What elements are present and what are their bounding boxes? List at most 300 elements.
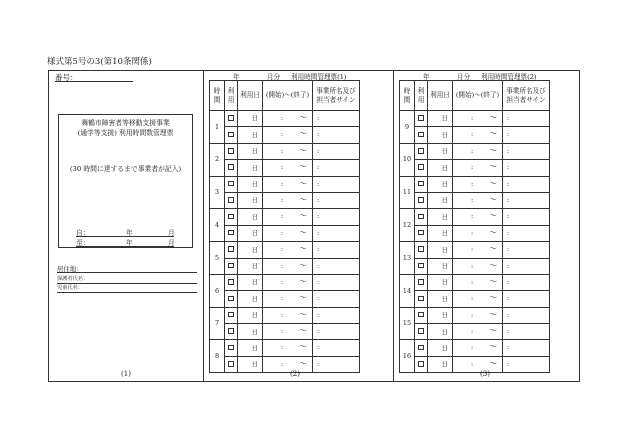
use-checkbox[interactable]: [228, 115, 234, 121]
use-checkbox-cell: [415, 209, 428, 225]
end-colon: :: [317, 179, 320, 188]
date-field[interactable]: 日: [428, 356, 453, 372]
signature-field[interactable]: [503, 111, 550, 127]
time-separator: ～: [489, 194, 497, 204]
use-checkbox-cell: [415, 307, 428, 323]
guardian-name-field[interactable]: 保護者氏名：: [57, 275, 197, 284]
period-from-label: 自：: [76, 229, 90, 237]
date-field[interactable]: 日: [238, 340, 263, 356]
use-checkbox[interactable]: [228, 132, 234, 138]
period-from-year: 年: [126, 229, 133, 237]
col-header-date: 利用日: [238, 81, 263, 111]
table-header-row: [400, 81, 550, 111]
time-range-field[interactable]: [453, 143, 510, 159]
time-separator: ～: [489, 276, 497, 286]
use-checkbox[interactable]: [418, 214, 424, 220]
time-separator: ～: [489, 211, 497, 221]
time-range-field[interactable]: [263, 274, 320, 290]
management-title-line1: 舞鶴市障害者等移動支援事業: [81, 119, 170, 127]
use-checkbox-cell: [225, 291, 238, 307]
use-checkbox-cell: [415, 274, 428, 290]
use-checkbox[interactable]: [418, 345, 424, 351]
use-checkbox-cell: [225, 356, 238, 372]
start-colon: :: [281, 130, 284, 139]
date-field[interactable]: 日: [238, 242, 263, 258]
hour-number: 2: [210, 143, 225, 176]
use-checkbox[interactable]: [228, 246, 234, 252]
date-field[interactable]: 日: [238, 324, 263, 340]
signature-field[interactable]: [503, 127, 550, 143]
date-field[interactable]: 日: [428, 307, 453, 323]
end-colon: :: [507, 277, 510, 286]
use-checkbox[interactable]: [418, 230, 424, 236]
time-separator: ～: [299, 358, 307, 368]
panel-number-1: (1): [121, 370, 131, 378]
start-colon: :: [471, 130, 474, 139]
child-name-field[interactable]: 児童氏名：: [57, 284, 197, 293]
date-field[interactable]: 日: [238, 356, 263, 372]
start-colon: :: [281, 212, 284, 221]
table-row: [400, 225, 550, 241]
end-colon: :: [317, 277, 320, 286]
hour-number: 6: [210, 274, 225, 307]
use-checkbox-cell: [225, 307, 238, 323]
time-separator: ～: [489, 342, 497, 352]
use-checkbox-cell: [225, 225, 238, 241]
time-separator: ～: [299, 276, 307, 286]
time-range-field[interactable]: [453, 127, 510, 143]
time-separator: ～: [299, 260, 307, 270]
end-colon: :: [507, 359, 510, 368]
signature-field[interactable]: [313, 143, 360, 159]
signature-field[interactable]: [313, 258, 360, 274]
date-field[interactable]: 日: [428, 340, 453, 356]
date-field[interactable]: 日: [428, 274, 453, 290]
use-checkbox-cell: [225, 340, 238, 356]
use-checkbox[interactable]: [418, 148, 424, 154]
hour-number: 3: [210, 176, 225, 209]
end-colon: :: [317, 163, 320, 172]
date-field[interactable]: 日: [428, 143, 453, 159]
hour-number: 5: [210, 242, 225, 275]
date-field[interactable]: 日: [238, 307, 263, 323]
table-row: [210, 340, 360, 356]
start-colon: :: [281, 114, 284, 122]
date-field[interactable]: 日: [238, 192, 263, 208]
start-colon: :: [471, 245, 474, 254]
panel-number-3: (3): [480, 370, 490, 378]
start-colon: :: [281, 359, 284, 368]
table-row: [400, 111, 550, 127]
start-colon: :: [281, 327, 284, 336]
signature-field[interactable]: [503, 291, 550, 307]
time-range-field[interactable]: [263, 143, 320, 159]
table-row: [210, 143, 360, 159]
use-checkbox-cell: [225, 160, 238, 176]
period-to-field[interactable]: [76, 238, 174, 247]
signature-field[interactable]: [313, 209, 360, 225]
table-row: [400, 192, 550, 208]
hour-number: 14: [400, 274, 415, 307]
col-header-sign: 事業所名及び 担当者サイン: [313, 81, 360, 111]
end-colon: :: [317, 261, 320, 270]
signature-field[interactable]: [313, 340, 360, 356]
table-row: [400, 274, 550, 290]
time-separator: ～: [489, 113, 497, 122]
table-row: [210, 127, 360, 143]
time-range-field[interactable]: [453, 307, 510, 323]
use-checkbox-cell: [225, 192, 238, 208]
col-header-start-end: (開始)～(終了): [453, 81, 503, 111]
time-separator: ～: [299, 326, 307, 336]
date-field[interactable]: 日: [428, 324, 453, 340]
use-checkbox-cell: [415, 324, 428, 340]
start-colon: :: [471, 212, 474, 221]
end-colon: :: [507, 343, 510, 352]
form-title: 様式第5号の3(第10条関係): [47, 57, 152, 67]
hour-number: 15: [400, 307, 415, 340]
use-checkbox-cell: [415, 127, 428, 143]
use-checkbox-cell: [225, 176, 238, 192]
signature-field[interactable]: [503, 258, 550, 274]
management-note: (30 時間に達するまで事業者が記入): [69, 165, 182, 173]
col-header-time: 時 間: [400, 81, 415, 111]
use-checkbox-cell: [225, 274, 238, 290]
time-range-field[interactable]: [453, 225, 510, 241]
time-separator: ～: [489, 326, 497, 336]
time-range-field[interactable]: [453, 242, 510, 258]
time-range-field[interactable]: [263, 111, 320, 127]
end-colon: :: [317, 130, 320, 139]
use-checkbox[interactable]: [228, 312, 234, 318]
use-checkbox[interactable]: [418, 164, 424, 170]
start-colon: :: [281, 294, 284, 303]
period-from-field[interactable]: [76, 228, 174, 237]
usage-record-table: [399, 80, 550, 373]
table-row: [210, 291, 360, 307]
col-header-sign: 事業所名及び 担当者サイン: [503, 81, 550, 111]
table-row: [210, 176, 360, 192]
hour-number: 4: [210, 209, 225, 242]
date-field[interactable]: 日: [428, 291, 453, 307]
signature-field[interactable]: [313, 160, 360, 176]
table-row: [210, 242, 360, 258]
table-row: [210, 160, 360, 176]
start-colon: :: [471, 163, 474, 172]
table-row: [400, 340, 550, 356]
time-range-field[interactable]: [263, 127, 320, 143]
date-field[interactable]: 日: [428, 176, 453, 192]
use-checkbox-cell: [225, 258, 238, 274]
signature-field[interactable]: [503, 307, 550, 323]
use-checkbox[interactable]: [228, 263, 234, 269]
use-checkbox-cell: [415, 192, 428, 208]
use-checkbox[interactable]: [228, 328, 234, 334]
time-range-field[interactable]: [263, 307, 320, 323]
end-colon: :: [317, 228, 320, 237]
date-field[interactable]: 日: [238, 258, 263, 274]
table-header-line: [397, 71, 574, 80]
time-range-field[interactable]: [453, 209, 510, 225]
table-row: [400, 176, 550, 192]
use-checkbox-cell: [415, 143, 428, 159]
use-checkbox[interactable]: [228, 181, 234, 187]
use-checkbox[interactable]: [418, 132, 424, 138]
table-year-label: 年: [423, 73, 430, 81]
table-row: [210, 111, 360, 127]
table-row: [400, 160, 550, 176]
end-colon: :: [317, 343, 320, 352]
time-range-field[interactable]: [263, 242, 320, 258]
date-field[interactable]: 日: [238, 225, 263, 241]
time-range-field[interactable]: [263, 340, 320, 356]
end-colon: :: [317, 327, 320, 336]
hour-number: 11: [400, 176, 415, 209]
time-range-field[interactable]: [263, 258, 320, 274]
time-range-field[interactable]: [453, 111, 510, 127]
number-field[interactable]: 番号：: [55, 72, 133, 82]
hour-number: 7: [210, 307, 225, 340]
table-row: [400, 127, 550, 143]
hour-number: 10: [400, 143, 415, 176]
table-month-label: 月分: [267, 73, 281, 81]
start-colon: :: [281, 163, 284, 172]
usage-table-2: [397, 70, 574, 382]
start-colon: :: [281, 310, 284, 319]
start-colon: :: [281, 277, 284, 286]
use-checkbox[interactable]: [418, 181, 424, 187]
signature-field[interactable]: [503, 356, 550, 372]
table-row: [400, 307, 550, 323]
use-checkbox[interactable]: [228, 164, 234, 170]
time-range-field[interactable]: [263, 209, 320, 225]
signature-field[interactable]: [313, 176, 360, 192]
signature-field[interactable]: [313, 274, 360, 290]
time-range-field[interactable]: [263, 160, 320, 176]
col-header-use: 利 用: [415, 81, 428, 111]
start-colon: :: [471, 146, 474, 155]
use-checkbox[interactable]: [228, 214, 234, 220]
time-range-field[interactable]: [263, 225, 320, 241]
date-field[interactable]: 日: [238, 176, 263, 192]
date-field[interactable]: 日: [238, 274, 263, 290]
col-header-date: 利用日: [428, 81, 453, 111]
date-field[interactable]: 日: [238, 143, 263, 159]
use-checkbox-cell: [225, 242, 238, 258]
table-row: [210, 258, 360, 274]
signature-field[interactable]: [313, 356, 360, 372]
use-checkbox[interactable]: [418, 197, 424, 203]
table-header-line: [207, 71, 384, 80]
end-colon: :: [507, 327, 510, 336]
end-colon: :: [507, 212, 510, 221]
use-checkbox[interactable]: [418, 361, 424, 367]
time-separator: ～: [299, 194, 307, 204]
signature-field[interactable]: [313, 242, 360, 258]
end-colon: :: [317, 212, 320, 221]
signature-field[interactable]: [503, 274, 550, 290]
end-colon: :: [507, 130, 510, 139]
use-checkbox[interactable]: [228, 148, 234, 154]
management-title-line2: (通学等支援) 利用時間数管理票: [77, 129, 174, 137]
period-to-year: 年: [126, 239, 133, 247]
use-checkbox-cell: [415, 225, 428, 241]
time-separator: ～: [489, 129, 497, 139]
use-checkbox[interactable]: [418, 296, 424, 302]
table-year-label: 年: [233, 73, 240, 81]
date-field[interactable]: 日: [428, 242, 453, 258]
hour-number: 9: [400, 111, 415, 144]
signature-field[interactable]: [503, 192, 550, 208]
signature-field[interactable]: [503, 176, 550, 192]
use-checkbox[interactable]: [418, 279, 424, 285]
use-checkbox[interactable]: [418, 246, 424, 252]
use-checkbox-cell: [415, 242, 428, 258]
start-colon: :: [471, 114, 474, 122]
time-separator: ～: [489, 309, 497, 319]
signature-field[interactable]: [313, 307, 360, 323]
start-colon: :: [281, 343, 284, 352]
table-row: [210, 192, 360, 208]
signature-field[interactable]: [313, 225, 360, 241]
signature-field[interactable]: [503, 324, 550, 340]
end-colon: :: [507, 179, 510, 188]
end-colon: :: [317, 146, 320, 155]
time-separator: ～: [299, 342, 307, 352]
table-row: [400, 143, 550, 159]
use-checkbox[interactable]: [418, 263, 424, 269]
time-range-field[interactable]: [263, 324, 320, 340]
date-field[interactable]: 日: [428, 192, 453, 208]
time-range-field[interactable]: [453, 160, 510, 176]
start-colon: :: [471, 359, 474, 368]
use-checkbox[interactable]: [228, 361, 234, 367]
start-colon: :: [281, 195, 284, 204]
start-colon: :: [471, 343, 474, 352]
use-checkbox-cell: [225, 143, 238, 159]
end-colon: :: [507, 228, 510, 237]
period-to-label: 至：: [76, 239, 90, 247]
end-colon: :: [317, 294, 320, 303]
time-range-field[interactable]: [453, 274, 510, 290]
date-field[interactable]: 日: [428, 160, 453, 176]
time-separator: ～: [489, 358, 497, 368]
date-field[interactable]: 日: [428, 111, 453, 127]
time-range-field[interactable]: [263, 291, 320, 307]
time-separator: ～: [299, 211, 307, 221]
col-header-use: 利 用: [225, 81, 238, 111]
table-row: [210, 307, 360, 323]
end-colon: :: [507, 163, 510, 172]
date-field[interactable]: 日: [238, 291, 263, 307]
table-row: [400, 324, 550, 340]
date-field[interactable]: 日: [238, 127, 263, 143]
signature-field[interactable]: [313, 127, 360, 143]
time-separator: ～: [299, 227, 307, 237]
end-colon: :: [317, 359, 320, 368]
time-separator: ～: [489, 145, 497, 155]
signature-field[interactable]: [503, 242, 550, 258]
signature-field[interactable]: [313, 192, 360, 208]
time-separator: ～: [299, 178, 307, 188]
time-separator: ～: [299, 309, 307, 319]
start-colon: :: [281, 146, 284, 155]
signature-field[interactable]: [503, 340, 550, 356]
signature-field[interactable]: [313, 324, 360, 340]
use-checkbox[interactable]: [228, 345, 234, 351]
table-header-row: [210, 81, 360, 111]
use-checkbox-cell: [225, 324, 238, 340]
hour-number: 12: [400, 209, 415, 242]
use-checkbox[interactable]: [418, 312, 424, 318]
start-colon: :: [281, 179, 284, 188]
time-range-field[interactable]: [263, 192, 320, 208]
signature-field[interactable]: [313, 111, 360, 127]
table-row: [400, 258, 550, 274]
end-colon: :: [317, 195, 320, 204]
time-range-field[interactable]: [453, 258, 510, 274]
end-colon: :: [507, 245, 510, 254]
end-colon: :: [507, 114, 510, 122]
start-colon: :: [281, 261, 284, 270]
date-field[interactable]: 日: [238, 209, 263, 225]
signature-field[interactable]: [313, 291, 360, 307]
time-range-field[interactable]: [453, 324, 510, 340]
date-field[interactable]: 日: [428, 225, 453, 241]
time-separator: ～: [299, 145, 307, 155]
time-separator: ～: [299, 244, 307, 254]
use-checkbox[interactable]: [228, 296, 234, 302]
signature-field[interactable]: [503, 143, 550, 159]
time-separator: ～: [299, 113, 307, 122]
end-colon: :: [507, 310, 510, 319]
end-colon: :: [507, 146, 510, 155]
address-field[interactable]: 居住地：: [57, 264, 197, 273]
use-checkbox[interactable]: [418, 328, 424, 334]
start-colon: :: [471, 277, 474, 286]
end-colon: :: [507, 195, 510, 204]
date-field[interactable]: 日: [428, 209, 453, 225]
signature-field[interactable]: [503, 160, 550, 176]
time-range-field[interactable]: [453, 291, 510, 307]
use-checkbox[interactable]: [228, 230, 234, 236]
time-range-field[interactable]: [453, 192, 510, 208]
start-colon: :: [471, 294, 474, 303]
table-row: [400, 242, 550, 258]
use-checkbox[interactable]: [228, 279, 234, 285]
signature-field[interactable]: [503, 225, 550, 241]
time-range-field[interactable]: [453, 340, 510, 356]
table-row: [400, 291, 550, 307]
hour-number: 8: [210, 340, 225, 373]
date-field[interactable]: 日: [428, 258, 453, 274]
date-field[interactable]: 日: [238, 111, 263, 127]
time-range-field[interactable]: [453, 176, 510, 192]
use-checkbox[interactable]: [418, 115, 424, 121]
use-checkbox[interactable]: [228, 197, 234, 203]
start-colon: :: [471, 195, 474, 204]
date-field[interactable]: 日: [238, 160, 263, 176]
signature-field[interactable]: [503, 209, 550, 225]
hour-number: 13: [400, 242, 415, 275]
time-range-field[interactable]: [263, 176, 320, 192]
date-field[interactable]: 日: [428, 127, 453, 143]
use-checkbox-cell: [415, 111, 428, 127]
table-row: [210, 209, 360, 225]
col-header-start-end: (開始)～(終了): [263, 81, 313, 111]
start-colon: :: [471, 228, 474, 237]
use-checkbox-cell: [415, 356, 428, 372]
